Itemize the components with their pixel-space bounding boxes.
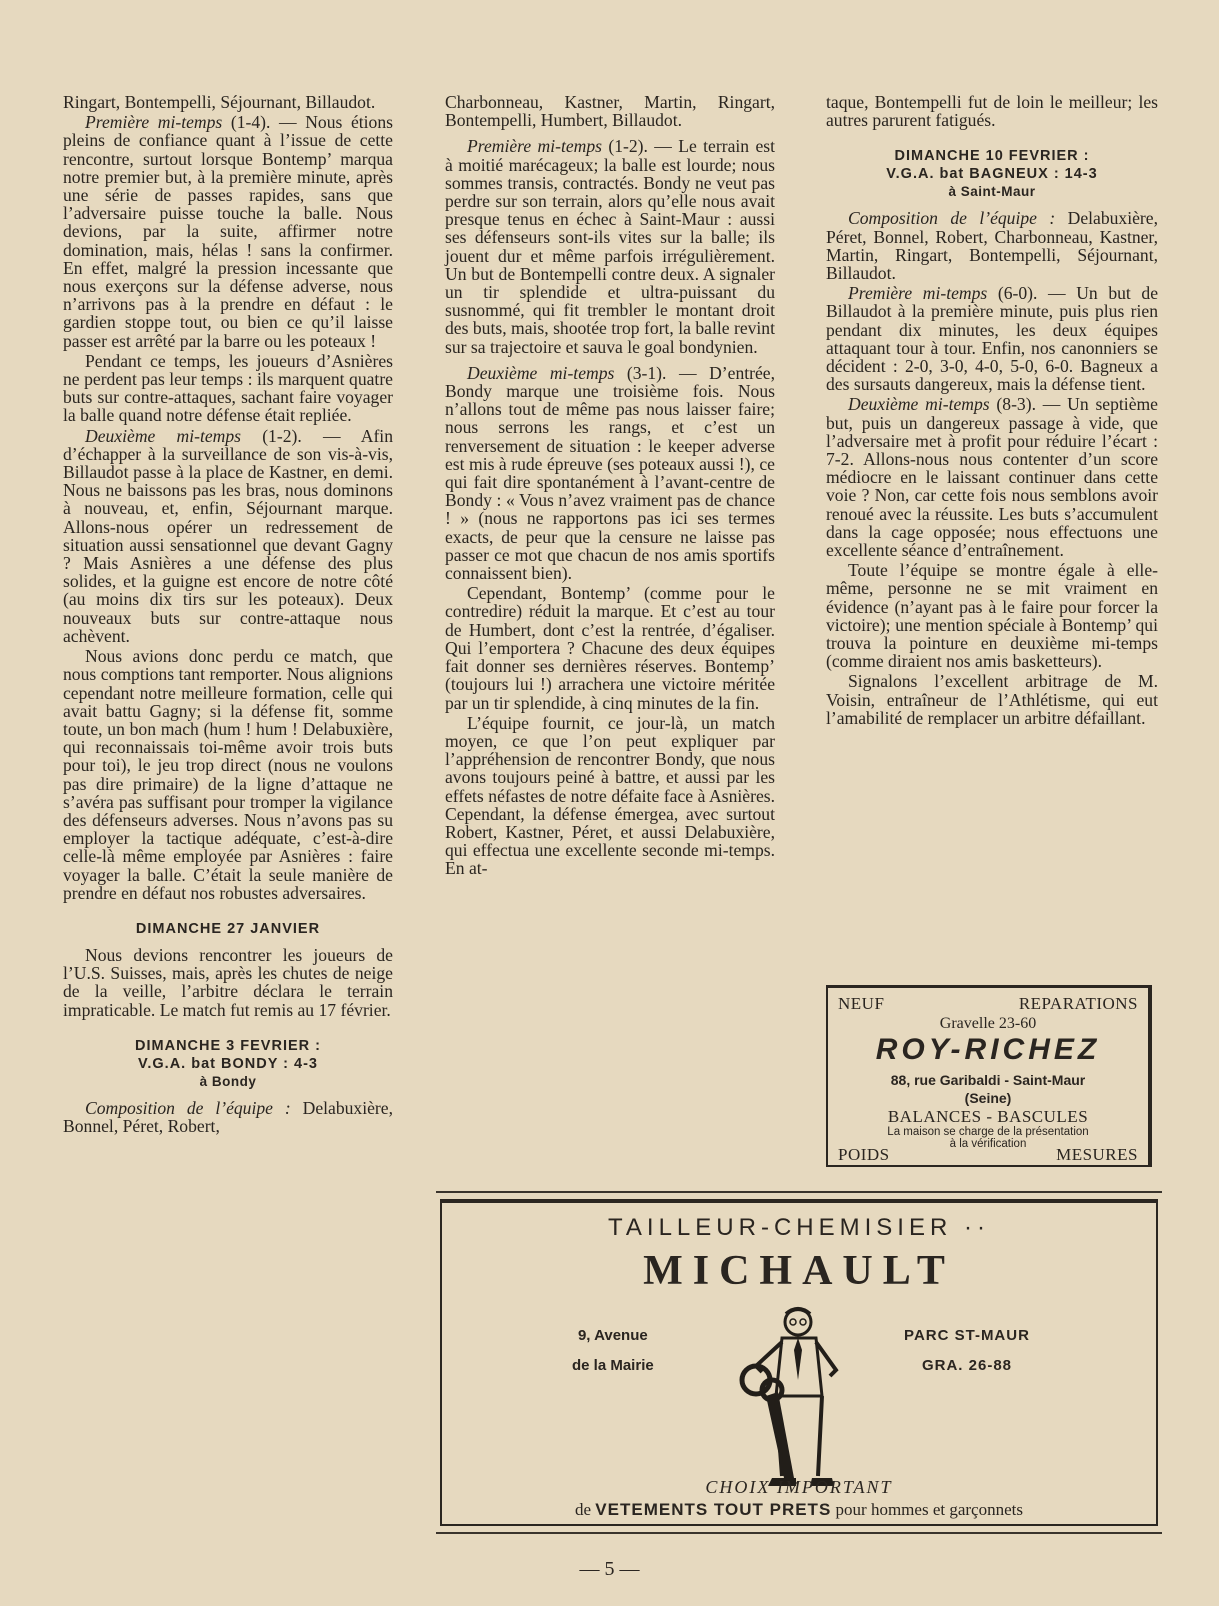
match-heading: DIMANCHE 27 JANVIER (135, 920, 321, 937)
ad-choix: CHOIX IMPORTANT (705, 1477, 893, 1497)
ad-phone: Gravelle 23-60 (939, 1015, 1037, 1032)
section-label: Composition de l’équipe : (848, 208, 1056, 229)
paragraph: Cependant, Bontemp’ (comme pour le contredire) réduit la marque. Et c’est au tour de Humbert, dont c’est la rentrée, d’égaliser. Qui l’emportera ? Chacune des deux équipes fait donner ses dernières réserves. Bontemp’ (toujours lui !) arrachera une victoire méritée par un tir splendide, à cinq minutes de la fin. (445, 583, 775, 713)
paragraph-text: (6-0). — Un but de Billaudot à la première minute, puis plus rien pendant dix minutes, les deux équipes attaquant tour à tour. Enfin, nos canonniers se décident : 2-0, 3-0, 4-0, 5-0, 6-0. Bagneux a des sursauts dangereux, mais la défense tient. (826, 283, 1159, 395)
ad-address (572, 1321, 654, 1381)
paragraph-text: (1-2). — Afin d’échapper à la surveillance de son vis-à-vis, Billaudot passe à la place de Kastner, en demi. Nous ne baissons pas les bras, nous dominons à nouveau, et, enfin, Séjournant marque. Allons-nous opérer un redressement de situation aussi sensationnel que devant Gagny ? Mais Asnières a une défense des plus solides, et la guigne est encore de notre côté (au moins dix tirs sur les poteaux). Deux nouveaux buts sur contre-attaque nous achèvent. (63, 425, 393, 646)
ad-region: (Seine) (964, 1090, 1012, 1106)
paragraph (63, 427, 393, 645)
ad-reparations: REPARATIONS (1018, 994, 1138, 1013)
ad-city: PARC ST-MAUR (904, 1327, 1030, 1344)
ad-address: 88, rue Garibaldi - Saint-Maur (890, 1072, 1086, 1088)
paragraph: Ringart, Bontempelli, Séjournant, Billaudot. (63, 92, 376, 112)
paragraph: Pendant ce temps, les joueurs d’Asnières ne perdent pas leur temps : ils marquent quatre buts sur contre-attaques, sachant faire voyager la balle quand notre défense était repliée. (63, 350, 393, 426)
ad-vet-bold: VETEMENTS TOUT PRETS (595, 1500, 832, 1519)
roy-richez-advertisement (826, 985, 1152, 1167)
section-label: Première mi-temps (85, 112, 223, 133)
paragraph-text: Delabuxière, Bonnel, Péret, Robert, (63, 1097, 393, 1136)
ad-address-line: 9, Avenue (577, 1327, 648, 1344)
section-label: Première mi-temps (848, 283, 988, 304)
section-label: Première mi-temps (467, 136, 603, 157)
divider-rule (436, 1191, 1162, 1193)
heading-line: V.G.A. bat BAGNEUX : 14-3 (886, 166, 1098, 183)
ad-company-name: ROY-RICHEZ (875, 1033, 1101, 1066)
ad-city-phone (872, 1321, 1062, 1381)
section-label: Deuxième mi-temps (848, 394, 990, 415)
ad-vetements (442, 1500, 1156, 1520)
paragraph (445, 137, 775, 355)
ad-neuf: NEUF (838, 994, 885, 1013)
paragraph (826, 209, 1158, 282)
paragraph (826, 284, 1158, 393)
paragraph: Nous devions rencontrer les joueurs de l’U.S. Suisses, mais, après les chutes de neige de la veille, l’arbitre déclara le terrain impraticable. Le match fut remis au 17 février. (63, 944, 393, 1020)
divider-rule (436, 1532, 1162, 1534)
heading-line: à Bondy (199, 1073, 257, 1089)
paragraph-text: (1-4). — Nous étions pleins de confiance quant à l’issue de cette rencontre, surtout lorsque Bontemp’ marqua notre premier but, à la première minute, après une série de passes rapides, sans que l’adversaire puisse touche la balle. Nous devions, par la suite, affirmer notre domination, mais, hélas ! sans la confirmer. En effet, malgré la pression incessante que nous exerçons sur la défense adverse, nous n’arrivons pas à la prendre en défaut : le gardien stoppe tout, ou bien ce qu’il laisse passer est arrêté par la barre ou les poteaux ! (63, 112, 393, 351)
paragraph-text: (1-2). — Le terrain est à moitié marécageux; la balle est lourde; nous sommes transis, contractés. Bondy ne veut pas perdre sur son terrain, alors qu’elle nous avait presque tenus en échec à Saint-Maur : aussi ses défenseurs sont-ils vites sur la balle; ils jouent dur et même parfois irrégulièrement. Un but de Bontempelli contre deux. A signaler un tir splendide et ultra-puissant du susnommé, qui fit trembler le montant droit des buts, mais, shootée trop fort, la balle revint sur sa trajectoire et sauva le goal bondynien. (445, 136, 775, 357)
paragraph: Charbonneau, Kastner, Martin, Ringart, Bontempelli, Humbert, Billaudot. (445, 92, 775, 131)
paragraph: Toute l’équipe se montre égale à elle-même, personne ne se mit vraiment en évidence (n’ayant pas à le faire pour forcer la victoire); une mention spéciale à Bontemp’ qui trouva la pointure en deuxième mi-temps (comme diraient nos amis basketteurs). (826, 560, 1158, 672)
paragraph (63, 113, 393, 350)
article-column-3 (826, 93, 1158, 727)
paragraph (445, 364, 775, 582)
heading-line: V.G.A. bat BONDY : 4-3 (138, 1055, 318, 1072)
paragraph: L’équipe fournit, ce jour-là, un match moyen, ce que l’on peut expliquer par l’appréhension de rencontrer Bondy, que nous avons toujours peiné à battre, et aussi par les effets néfastes de notre défaite face à Asnières. Cependant, la défense émergea, avec surtout Robert, Kastner, Péret, et aussi Delabuxière, qui effectua une excellente seconde mi-temps. En at- (445, 712, 775, 879)
ad-phone: GRA. 26-88 (921, 1357, 1013, 1374)
ad-brand-name: MICHAULT (643, 1248, 955, 1294)
paragraph-text: Delabuxière, Péret, Bonnel, Robert, Charbonneau, Kastner, Martin, Ringart, Bontempelli, Séjournant, Billaudot. (826, 208, 1158, 284)
article-column-2 (445, 93, 775, 878)
ad-address-line: de la Mairie (572, 1357, 654, 1374)
section-label: Deuxième mi-temps (467, 362, 615, 383)
ad-poids: POIDS (838, 1145, 890, 1164)
ad-note-line: à la vérification (949, 1138, 1027, 1150)
ad-vet-prefix: de (575, 1500, 592, 1519)
ad-note-line: La maison se charge de la présentation (887, 1126, 1089, 1138)
article-column-1 (63, 93, 393, 1135)
section-label: Deuxième mi-temps (85, 425, 242, 446)
ad-vet-suffix: pour hommes et garçonnets (835, 1500, 1023, 1519)
section-label: Composition de l’équipe : (85, 1097, 291, 1118)
paragraph (826, 395, 1158, 559)
heading-line: à Saint-Maur (948, 184, 1036, 200)
ad-trade: TAILLEUR-CHEMISIER ·· (608, 1214, 990, 1241)
ad-mesures: MESURES (1056, 1145, 1138, 1164)
heading-line: DIMANCHE 10 FEVRIER : (894, 148, 1090, 165)
match-heading (63, 1037, 393, 1091)
tailor-figure-illustration (732, 1300, 852, 1490)
ad-products: BALANCES - BASCULES (887, 1107, 1089, 1126)
paragraph-text: (8-3). — Un septième but, puis un dangereux passage à vide, que l’adversaire met à profit pour réduire l’écart : 7-2. Allons-nous nous contenter d’un score médiocre en le laissant continuer dans cette voie ? Non, car cette fois nous semblons avoir renoué avec la réussite. Les buts s’accumulent dans la cage opposée; nous effectuons une excellente séance d’entraînement. (826, 394, 1158, 561)
paragraph (63, 1099, 393, 1135)
paragraph: taque, Bontempelli fut de loin le meilleur; les autres parurent fatigués. (826, 92, 1158, 131)
paragraph: Signalons l’excellent arbitrage de M. Voisin, entraîneur de l’Athlétisme, qui eut l’amabilité de remplacer un arbitre défaillant. (826, 671, 1158, 728)
heading-line: DIMANCHE 3 FEVRIER : (135, 1037, 321, 1054)
paragraph-text: (3-1). — D’entrée, Bondy marque une troisième fois. Nous n’allons tout de même pas nous laisser faire; nous serrons les rangs, et c’est un renversement de situation : le keeper adverse est mis à rude épreuve (ses poteaux aussi !), ce qui fait dire spontanément à l’avant-centre de Bondy : « Vous n’avez vraiment pas de chance ! » (nous ne rapportons pas ici ses termes exacts, de peur que la censure ne laisse pas passer ce mot que chacun de nos amis sportifs connaissent bien). (445, 362, 776, 584)
paragraph: Nous avions donc perdu ce match, que nous comptions tant remporter. Nous alignions cependant notre meilleure formation, celle qui avait battu Gagny; si la défense fit, somme toute, un bon mach (hum ! hum ! Delabuxière, qui reconnaissais toi-même avoir trois buts pour toi), le jeu trop direct (nous ne voulons pas dire primaire) de la ligne d’attaque ne s’avéra pas suffisant pour tromper la vigilance des défenseurs adverses. Nous n’avons pas su employer la tactique adéquate, c’est-à-dire celle-là même employée par Asnières : faire voyager la balle. C’était la seule manière de prendre en défaut nos robustes adversaires. (63, 646, 393, 903)
page-number: — 5 — (579, 1558, 640, 1580)
match-heading (826, 147, 1158, 201)
michault-advertisement (440, 1199, 1158, 1526)
